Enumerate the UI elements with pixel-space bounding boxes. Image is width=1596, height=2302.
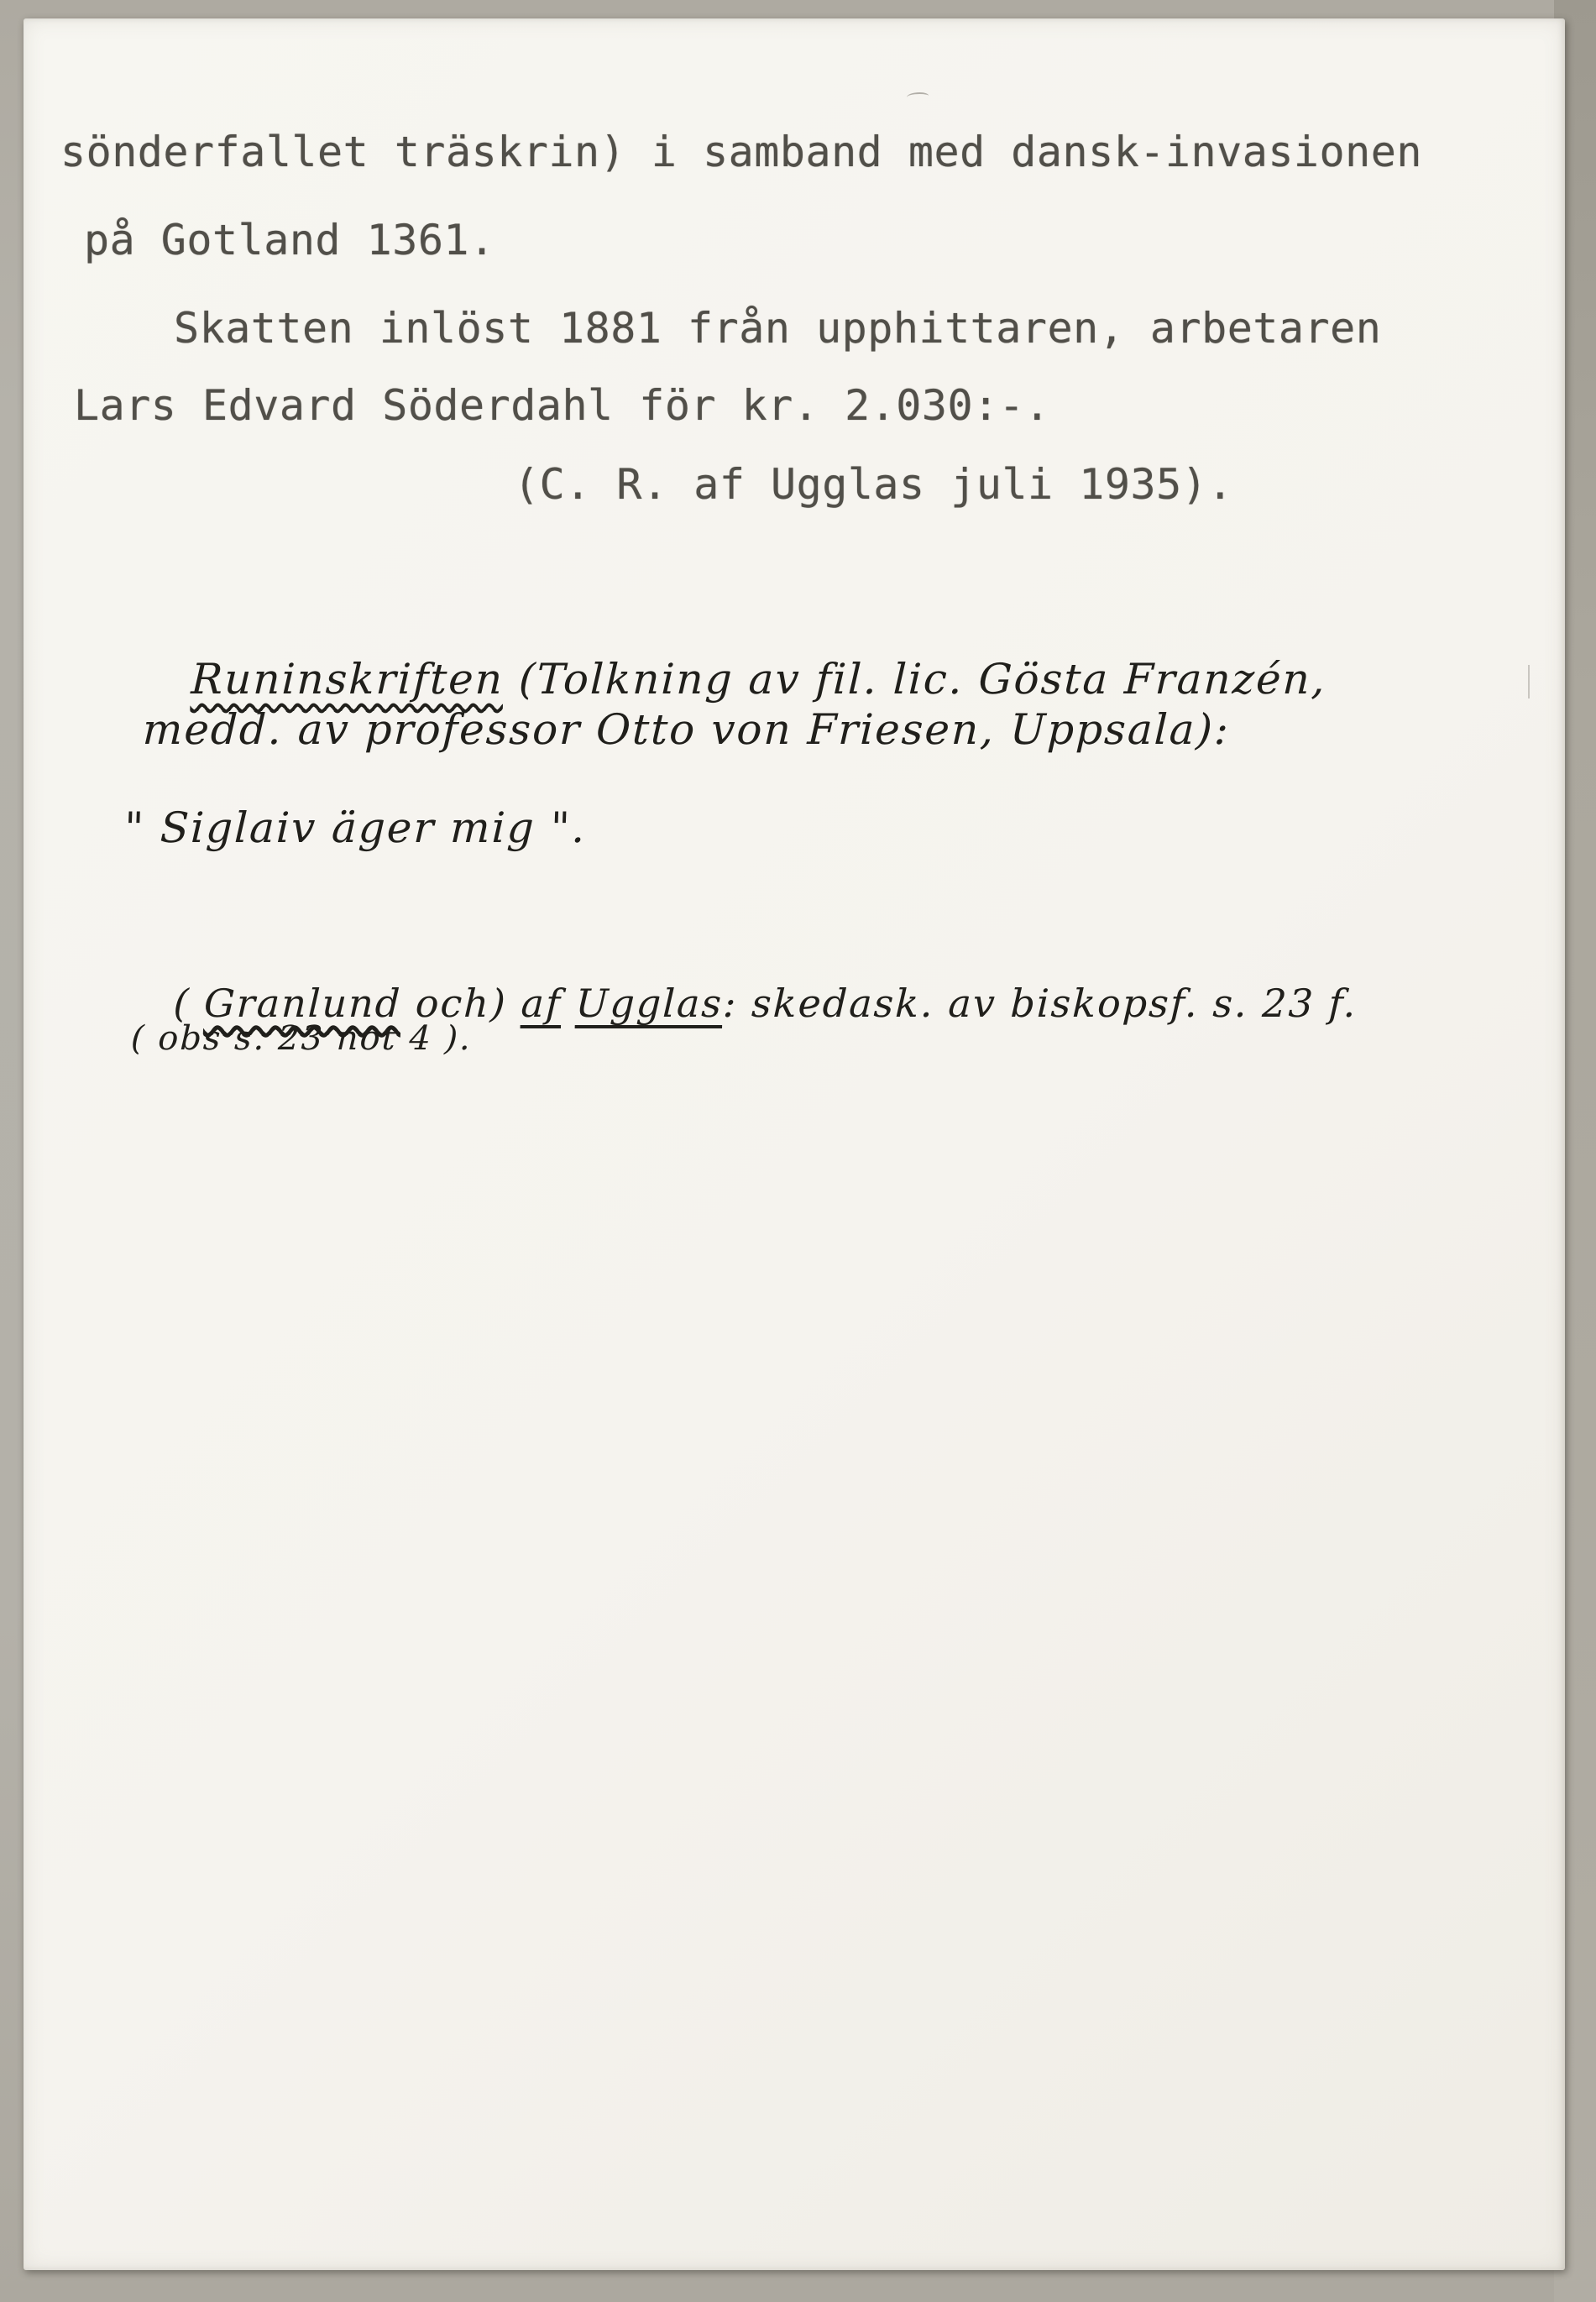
typed-line: sönderfallet träskrin) i samband med dansk-invasionen — [60, 128, 1422, 176]
underlined-word-ugglas: Ugglas — [574, 981, 724, 1026]
stray-scan-artifact — [1528, 665, 1530, 698]
handwritten-line-medd: medd. av professor Otto von Friesen, Uppsala): — [141, 705, 1231, 754]
handwritten-line-obs-note: ( obs s. 23 not 4 ). — [130, 1019, 473, 1058]
handwritten-text: : skedask. av biskopsf. s. 23 f. — [722, 981, 1358, 1026]
handwritten-text: (Tolkning av fil. lic. Gösta Franzén, — [503, 655, 1327, 704]
document-page — [24, 18, 1565, 2270]
typed-line: Lars Edvard Söderdahl för kr. 2.030:-. — [74, 381, 1050, 430]
typed-line: Skatten inlöst 1881 från upphittaren, arbetaren — [174, 304, 1382, 353]
typed-line: på Gotland 1361. — [84, 216, 495, 264]
stray-pencil-mark — [907, 92, 929, 101]
handwritten-line-siglaiv-quote: " Siglaiv äger mig ". — [123, 803, 588, 852]
handwritten-text: ( — [172, 981, 206, 1026]
underlined-word-granlund: Granlund — [203, 981, 403, 1026]
underlined-word-af: af — [520, 981, 563, 1026]
handwritten-text — [561, 981, 577, 1026]
handwritten-text: och) — [400, 981, 522, 1026]
underlined-word-runinskriften: Runinskriften — [190, 655, 505, 704]
typed-line: (C. R. af Ugglas juli 1935). — [514, 460, 1233, 509]
